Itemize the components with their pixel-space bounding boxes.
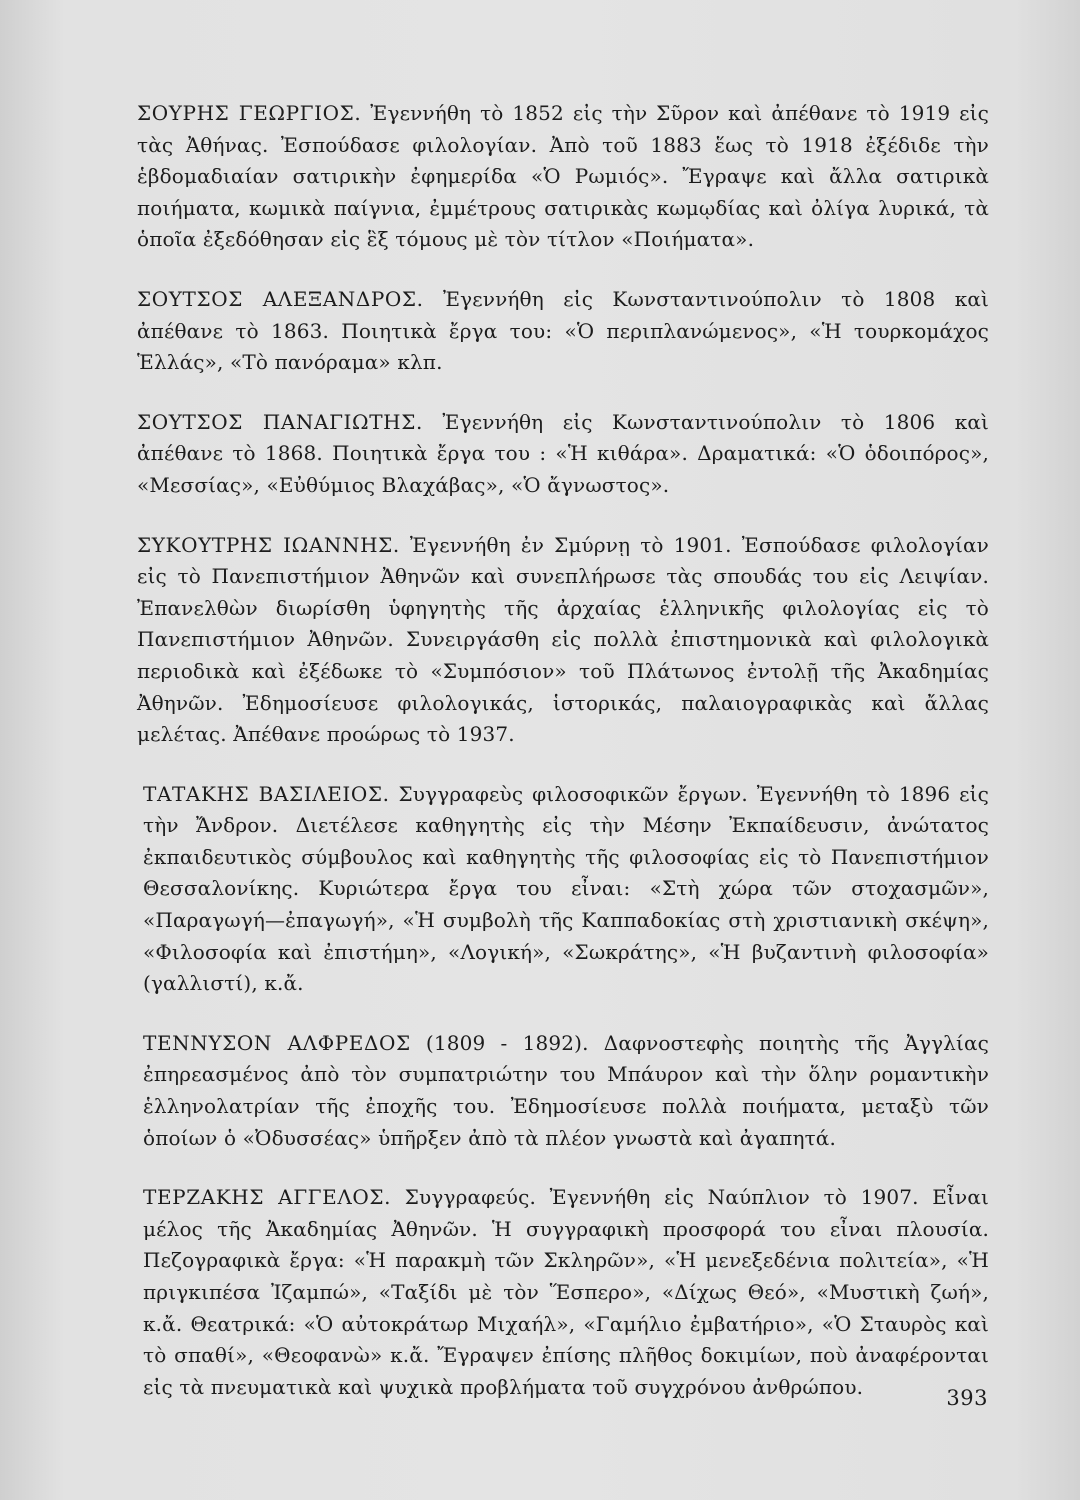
entry [143, 1182, 989, 1403]
entries-list [137, 78, 989, 1431]
entry [137, 284, 989, 379]
entry-name: ΤΕΝΝΥΣΟΝ ΑΛΦΡΕΔΟΣ [143, 1030, 411, 1055]
entry-name: ΣΟΥΤΣΟΣ ΠΑΝΑΓΙΩΤΗΣ. [137, 409, 423, 434]
entry [143, 1028, 989, 1154]
entry [137, 98, 989, 256]
entry-text: Ἐγεννήθη εἰς Κωνσταντινούπολιν τὸ 1808 καὶ ἀπέθανε τὸ 1863. Ποιητικὰ ἔργα του: «Ὁ περιπλανώμενος», «Ἡ τουρκομάχος Ἑλλάς», «Τὸ πανόραμα» κλπ. [137, 286, 989, 375]
entry [137, 530, 989, 751]
entry-name: ΣΥΚΟΥΤΡΗΣ ΙΩΑΝΝΗΣ. [137, 532, 400, 557]
entry-name: ΣΟΥΡΗΣ ΓΕΩΡΓΙΟΣ. [137, 101, 362, 125]
entry-name: ΣΟΥΤΣΟΣ ΑΛΕΞΑΝΔΡΟΣ. [137, 286, 424, 311]
entry-text: Συγγραφεύς. Ἐγεννήθη εἰς Ναύπλιον τὸ 1907. Εἶναι μέλος τῆς Ἀκαδημίας Ἀθηνῶν. Ἡ συγγραφικὴ προσφορά του εἶναι πλουσία. Πεζογραφικὰ ἔργα: «Ἡ παρακμὴ τῶν Σκληρῶν», «Ἡ μενεξεδένια πολιτεία», «Ἡ πριγκιπέσα Ἰζαμπώ», «Ταξίδι μὲ τὸν Ἕσπερο», «Δίχως Θεό», «Μυστικὴ ζωή», κ.ἄ. Θεατρικά: «Ὁ αὐτοκράτωρ Μιχαήλ», «Γαμήλιο ἐμβατήριο», «Ὁ Σταυρὸς καὶ τὸ σπαθί», «Θεοφανὼ» κ.ἄ. Ἔγραψεν ἐπίσης πλῆθος δοκιμίων, ποὺ ἀναφέρονται εἰς τὰ πνευματικὰ καὶ ψυχικὰ προβλήματα τοῦ συγχρόνου ἀνθρώπου. [143, 1185, 989, 1399]
entry-text: Ἐγεννήθη εἰς Κωνσταντινούπολιν τὸ 1806 καὶ ἀπέθανε τὸ 1868. Ποιητικὰ ἔργα του : «Ἡ κιθάρα». Δραματικά: «Ὁ ὁδοιπόρος», «Μεσσίας», «Εὐθύμιος Βλαχάβας», «Ὁ ἄγνωστος». [137, 409, 989, 497]
entry-name: ΤΕΡΖΑΚΗΣ ΑΓΓΕΛΟΣ. [143, 1185, 392, 1210]
page-number: 393 [946, 1386, 988, 1410]
entry-text: Ἐγεννήθη ἐν Σμύρνῃ τὸ 1901. Ἐσπούδασε φιλολογίαν εἰς τὸ Πανεπιστήμιον Ἀθηνῶν καὶ συνεπλήρωσε τὰς σπουδάς του εἰς Λειψίαν. Ἐπανελθὼν διωρίσθη ὑφηγητὴς τῆς ἀρχαίας ἑλληνικῆς φιλολογίας εἰς τὸ Πανεπιστήμιον Ἀθηνῶν. Συνειργάσθη εἰς πολλὰ ἐπιστημονικὰ καὶ φιλολογικὰ περιοδικὰ καὶ ἐξέδωκε τὸ «Συμπόσιον» τοῦ Πλάτωνος ἐντολῇ τῆς Ἀκαδημίας Ἀθηνῶν. Ἐδημοσίευσε φιλολογικάς, ἱστορικάς, παλαιογραφικὰς καὶ ἄλλας μελέτας. Ἀπέθανε προώρως τὸ 1937. [137, 532, 989, 747]
entry-text: (1809 - 1892). Δαφνοστεφὴς ποιητὴς τῆς Ἀγγλίας ἐπηρεασμένος ἀπὸ τὸν συμπατριώτην του Μπάυρον καὶ τὴν ὅλην ρομαντικὴν ἑλληνολατρίαν τῆς ἐποχῆς του. Ἐδημοσίευσε πολλὰ ποιήματα, μεταξὺ τῶν ὁποίων ὁ «Ὀδυσσέας» ὑπῆρξεν ἀπὸ τὰ πλέον γνωστὰ καὶ ἀγαπητά. [143, 1030, 990, 1150]
entry-text: Ἐγεννήθη τὸ 1852 εἰς τὴν Σῦρον καὶ ἀπέθανε τὸ 1919 εἰς τὰς Ἀθήνας. Ἐσπούδασε φιλολογίαν. Ἀπὸ τοῦ 1883 ἕως τὸ 1918 ἐξέδιδε τὴν ἑβδομαδιαίαν σατιρικὴν ἐφημερίδα «Ὁ Ρωμιός». Ἔγραψε καὶ ἄλλα σατιρικὰ ποιήματα, κωμικὰ παίγνια, ἐμμέτρους σατιρικὰς κωμῳδίας καὶ ὀλίγα λυρικά, τὰ ὁποῖα ἐξεδόθησαν εἰς ἓξ τόμους μὲ τὸν τίτλον «Ποιήματα». [137, 101, 989, 252]
entry-text: Συγγραφεὺς φιλοσοφικῶν ἔργων. Ἐγεννήθη τὸ 1896 εἰς τὴν Ἄνδρον. Διετέλεσε καθηγητὴς εἰς τὴν Μέσην Ἐκπαίδευσιν, ἀνώτατος ἐκπαιδευτικὸς σύμβουλος καὶ καθηγητὴς τῆς φιλοσοφίας εἰς τὸ Πανεπιστήμιον Θεσσαλονίκης. Κυριώτερα ἔργα του εἶναι: «Στὴ χώρα τῶν στοχασμῶν», «Παραγωγή—ἐπαγωγή», «Ἡ συμβολὴ τῆς Καππαδοκίας στὴ χριστιανικὴ σκέψη», «Φιλοσοφία καὶ ἐπιστήμη», «Λογική», «Σωκράτης», «Ἡ βυζαντινὴ φιλοσοφία» (γαλλιστί), κ.ἄ. [143, 781, 989, 996]
entry [137, 407, 989, 502]
entry [143, 779, 989, 1000]
entry-name: ΤΑΤΑΚΗΣ ΒΑΣΙΛΕΙΟΣ. [143, 781, 390, 806]
